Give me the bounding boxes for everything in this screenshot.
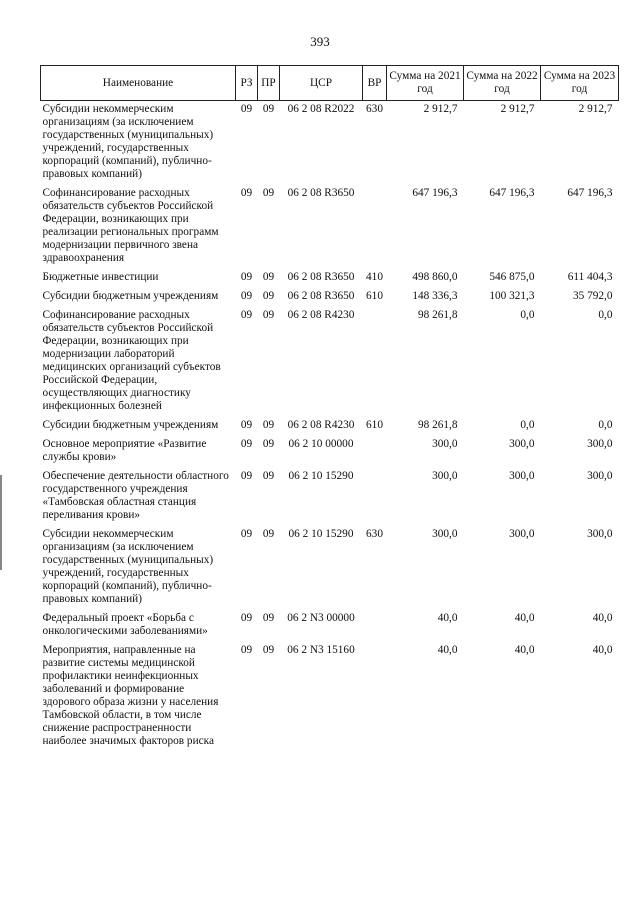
row-pr: 09 bbox=[262, 438, 275, 450]
row-pr: 09 bbox=[262, 419, 275, 431]
row-sum-2021: 2 912,7 bbox=[423, 103, 458, 115]
header-vr: ВР bbox=[363, 66, 387, 101]
row-pr: 09 bbox=[262, 309, 275, 321]
row-name: Основное мероприятие «Развитие службы крови» bbox=[42, 438, 207, 463]
row-vr bbox=[363, 468, 387, 526]
row-sum-2021: 40,0 bbox=[437, 644, 458, 656]
table-row bbox=[41, 436, 619, 468]
row-pr: 09 bbox=[262, 290, 275, 302]
row-rz: 09 bbox=[240, 419, 253, 431]
row-sum-2021: 647 196,3 bbox=[412, 187, 458, 199]
header-csr: ЦСР bbox=[280, 66, 363, 101]
row-csr: 06 2 08 R4230 bbox=[287, 309, 355, 321]
row-rz: 09 bbox=[240, 528, 253, 540]
row-sum-2023: 300,0 bbox=[587, 470, 613, 482]
row-rz: 09 bbox=[240, 612, 253, 624]
row-rz: 09 bbox=[240, 644, 253, 656]
row-sum-2023: 2 912,7 bbox=[578, 103, 613, 115]
row-csr: 06 2 N3 15160 bbox=[287, 644, 355, 656]
row-pr: 09 bbox=[262, 271, 275, 283]
header-name: Наименование bbox=[41, 66, 236, 101]
table-row bbox=[41, 101, 619, 186]
row-name: Федеральный проект «Борьба с онкологическими заболеваниями» bbox=[42, 612, 208, 637]
row-sum-2023: 647 196,3 bbox=[567, 187, 613, 199]
header-rz: РЗ bbox=[236, 66, 258, 101]
row-rz: 09 bbox=[240, 438, 253, 450]
row-pr: 09 bbox=[262, 612, 275, 624]
header-pr: ПР bbox=[258, 66, 280, 101]
row-vr: 610 bbox=[366, 290, 383, 302]
row-sum-2023: 300,0 bbox=[587, 438, 613, 450]
row-name: Бюджетные инвестиции bbox=[42, 271, 159, 283]
row-csr: 06 2 08 R3650 bbox=[287, 290, 355, 302]
row-sum-2021: 148 336,3 bbox=[412, 290, 458, 302]
row-sum-2022: 2 912,7 bbox=[500, 103, 535, 115]
row-vr bbox=[363, 436, 387, 468]
row-rz: 09 bbox=[240, 309, 253, 321]
row-name: Мероприятия, направленные на развитие системы медицинской профилактики неинфекционных заболеваний и формирование здорового образа жизни у населения Тамбовской области, в том числе снижение распространенности наиболее значимых факторов риска bbox=[42, 644, 219, 747]
table-row bbox=[41, 288, 619, 307]
row-csr: 06 2 08 R4230 bbox=[287, 419, 355, 431]
row-name: Субсидии бюджетным учреждениям bbox=[42, 419, 219, 431]
row-pr: 09 bbox=[262, 103, 275, 115]
row-name: Субсидии некоммерческим организациям (за исключением государственных (муниципальных) учреждений, государственных корпораций (компаний), публично-правовых компаний) bbox=[42, 528, 214, 605]
row-vr bbox=[363, 642, 387, 752]
row-sum-2021: 300,0 bbox=[432, 438, 458, 450]
row-pr: 09 bbox=[262, 187, 275, 199]
row-name: Субсидии бюджетным учреждениям bbox=[42, 290, 219, 302]
row-sum-2021: 300,0 bbox=[432, 528, 458, 540]
table-row bbox=[41, 526, 619, 610]
row-sum-2021: 498 860,0 bbox=[412, 271, 458, 283]
table-row bbox=[41, 642, 619, 752]
row-vr bbox=[363, 610, 387, 642]
table-row bbox=[41, 417, 619, 436]
row-sum-2022: 100 321,3 bbox=[489, 290, 535, 302]
row-sum-2021: 98 261,8 bbox=[417, 309, 458, 321]
row-sum-2022: 0,0 bbox=[520, 419, 535, 431]
row-vr: 630 bbox=[366, 103, 383, 115]
row-vr: 610 bbox=[366, 419, 383, 431]
row-name: Софинансирование расходных обязательств субъектов Российской Федерации, возникающих при модернизации лабораторий медицинских организаций субъектов Российской Федерации, осуществляющих диагностику инфекционных болезней bbox=[42, 309, 221, 412]
row-vr: 410 bbox=[366, 271, 383, 283]
table-row bbox=[41, 307, 619, 417]
row-sum-2023: 611 404,3 bbox=[567, 271, 613, 283]
row-csr: 06 2 10 15290 bbox=[288, 528, 354, 540]
row-sum-2023: 40,0 bbox=[592, 612, 613, 624]
header-sum-2021: Сумма на 2021 год bbox=[387, 66, 464, 101]
row-sum-2023: 40,0 bbox=[592, 644, 613, 656]
table-row bbox=[41, 269, 619, 288]
row-sum-2023: 300,0 bbox=[587, 528, 613, 540]
row-rz: 09 bbox=[240, 187, 253, 199]
table-row bbox=[41, 468, 619, 526]
row-csr: 06 2 08 R3650 bbox=[287, 271, 355, 283]
table-header-row bbox=[41, 66, 619, 101]
header-sum-2023: Сумма на 2023 год bbox=[541, 66, 619, 101]
row-csr: 06 2 08 R2022 bbox=[287, 103, 355, 115]
row-rz: 09 bbox=[240, 470, 253, 482]
row-vr: 630 bbox=[366, 528, 383, 540]
row-csr: 06 2 10 00000 bbox=[288, 438, 354, 450]
table-row bbox=[41, 185, 619, 269]
row-rz: 09 bbox=[240, 103, 253, 115]
row-sum-2022: 40,0 bbox=[514, 644, 535, 656]
row-name: Субсидии некоммерческим организациям (за исключением государственных (муниципальных) учреждений, государственных корпораций (компаний), публично-правовых компаний) bbox=[42, 103, 214, 180]
row-vr bbox=[363, 307, 387, 417]
row-pr: 09 bbox=[262, 470, 275, 482]
row-name: Софинансирование расходных обязательств субъектов Российской Федерации, возникающих при реализации региональных программ модернизации первичного звена здравоохранения bbox=[42, 187, 219, 264]
row-csr: 06 2 10 15290 bbox=[288, 470, 354, 482]
row-sum-2023: 0,0 bbox=[598, 309, 613, 321]
row-csr: 06 2 N3 00000 bbox=[287, 612, 355, 624]
row-sum-2022: 0,0 bbox=[520, 309, 535, 321]
row-sum-2022: 647 196,3 bbox=[489, 187, 535, 199]
row-sum-2021: 40,0 bbox=[437, 612, 458, 624]
table-row bbox=[41, 610, 619, 642]
scan-edge-mark bbox=[0, 475, 2, 570]
row-sum-2021: 300,0 bbox=[432, 470, 458, 482]
row-sum-2023: 35 792,0 bbox=[572, 290, 613, 302]
row-sum-2022: 300,0 bbox=[509, 528, 535, 540]
row-pr: 09 bbox=[262, 644, 275, 656]
row-sum-2022: 300,0 bbox=[509, 438, 535, 450]
row-sum-2022: 300,0 bbox=[509, 470, 535, 482]
row-vr bbox=[363, 185, 387, 269]
row-rz: 09 bbox=[240, 271, 253, 283]
row-csr: 06 2 08 R3650 bbox=[287, 187, 355, 199]
row-pr: 09 bbox=[262, 528, 275, 540]
row-sum-2021: 98 261,8 bbox=[417, 419, 458, 431]
row-sum-2022: 546 875,0 bbox=[489, 271, 535, 283]
row-rz: 09 bbox=[240, 290, 253, 302]
header-sum-2022: Сумма на 2022 год bbox=[464, 66, 541, 101]
row-name: Обеспечение деятельности областного государственного учреждения «Тамбовская областная станция переливания крови» bbox=[42, 470, 229, 521]
page-number: 393 bbox=[310, 34, 330, 49]
budget-table bbox=[40, 65, 619, 752]
row-sum-2022: 40,0 bbox=[514, 612, 535, 624]
row-sum-2023: 0,0 bbox=[598, 419, 613, 431]
